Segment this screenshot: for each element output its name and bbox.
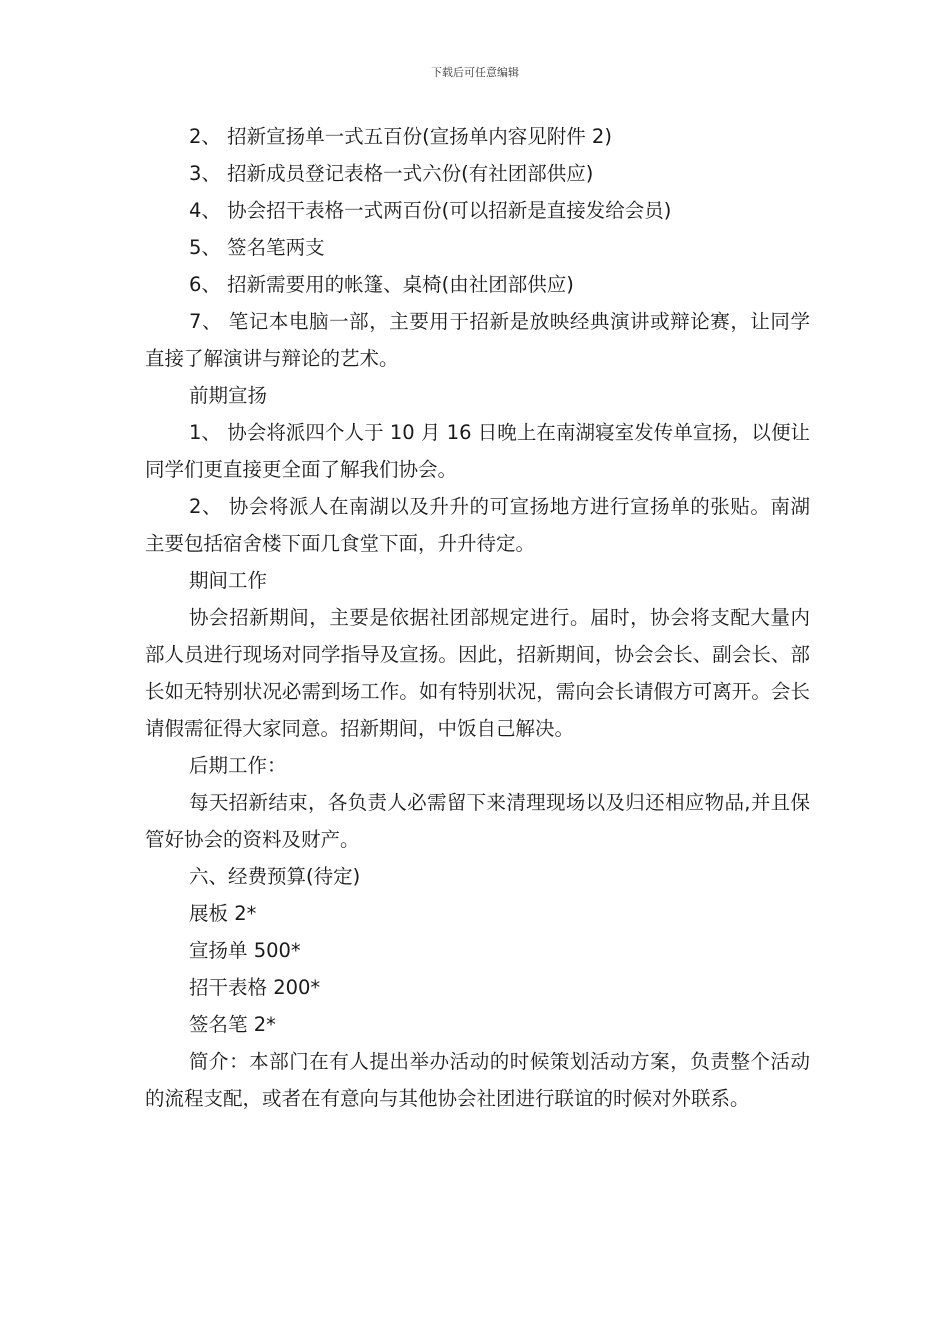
during-work-paragraph: 协会招新期间，主要是依据社团部规定进行。届时，协会将支配大量内部人员进行现场对同学指导及宣扬。因此，招新期间，协会会长、副会长、部长如无特别状况必需到场工作。如有特别状况，需向会长请假方可离开。会长请假需征得大家同意。招新期间，中饭自己解决。: [145, 606, 810, 740]
list-item-5: 5、 签名笔两支: [189, 236, 325, 259]
post-work-paragraph: 每天招新结束，各负责人必需留下来清理现场以及归还相应物品,并且保管好协会的资料及财产。: [145, 791, 810, 851]
promotion-item-2: 2、 协会将派人在南湖以及升升的可宣扬地方进行宣扬单的张贴。南湖主要包括宿舍楼下面几食堂下面，升升待定。: [145, 495, 810, 555]
budget-item-board: 展板 2*: [189, 902, 257, 925]
document-body: [145, 118, 810, 1117]
section-heading-budget: 六、经费预算(待定): [189, 865, 361, 888]
section-heading-pre-promotion: 前期宣扬: [189, 384, 268, 407]
section-heading-during-work: 期间工作: [189, 569, 268, 592]
section-heading-post-work: 后期工作：: [189, 754, 287, 777]
page-header: 下载后可任意编辑: [431, 66, 519, 79]
list-item-2: 2、 招新宣扬单一式五百份(宣扬单内容见附件 2): [189, 125, 612, 148]
budget-item-pens: 签名笔 2*: [189, 1013, 276, 1036]
intro-paragraph: 简介：本部门在有人提出举办活动的时候策划活动方案，负责整个活动的流程支配，或者在有意向与其他协会社团进行联谊的时候对外联系。: [145, 1050, 810, 1110]
list-item-7: 7、 笔记本电脑一部，主要用于招新是放映经典演讲或辩论赛，让同学直接了解演讲与辩论的艺术。: [145, 310, 810, 370]
budget-item-forms: 招干表格 200*: [189, 976, 321, 999]
budget-item-flyers: 宣扬单 500*: [189, 939, 301, 962]
list-item-6: 6、 招新需要用的帐篷、桌椅(由社团部供应): [189, 273, 574, 296]
list-item-4: 4、 协会招干表格一式两百份(可以招新是直接发给会员): [189, 199, 672, 222]
list-item-3: 3、 招新成员登记表格一式六份(有社团部供应): [189, 162, 594, 185]
promotion-item-1: 1、 协会将派四个人于 10 月 16 日晚上在南湖寝室发传单宣扬，以便让同学们更直接更全面了解我们协会。: [145, 421, 810, 481]
